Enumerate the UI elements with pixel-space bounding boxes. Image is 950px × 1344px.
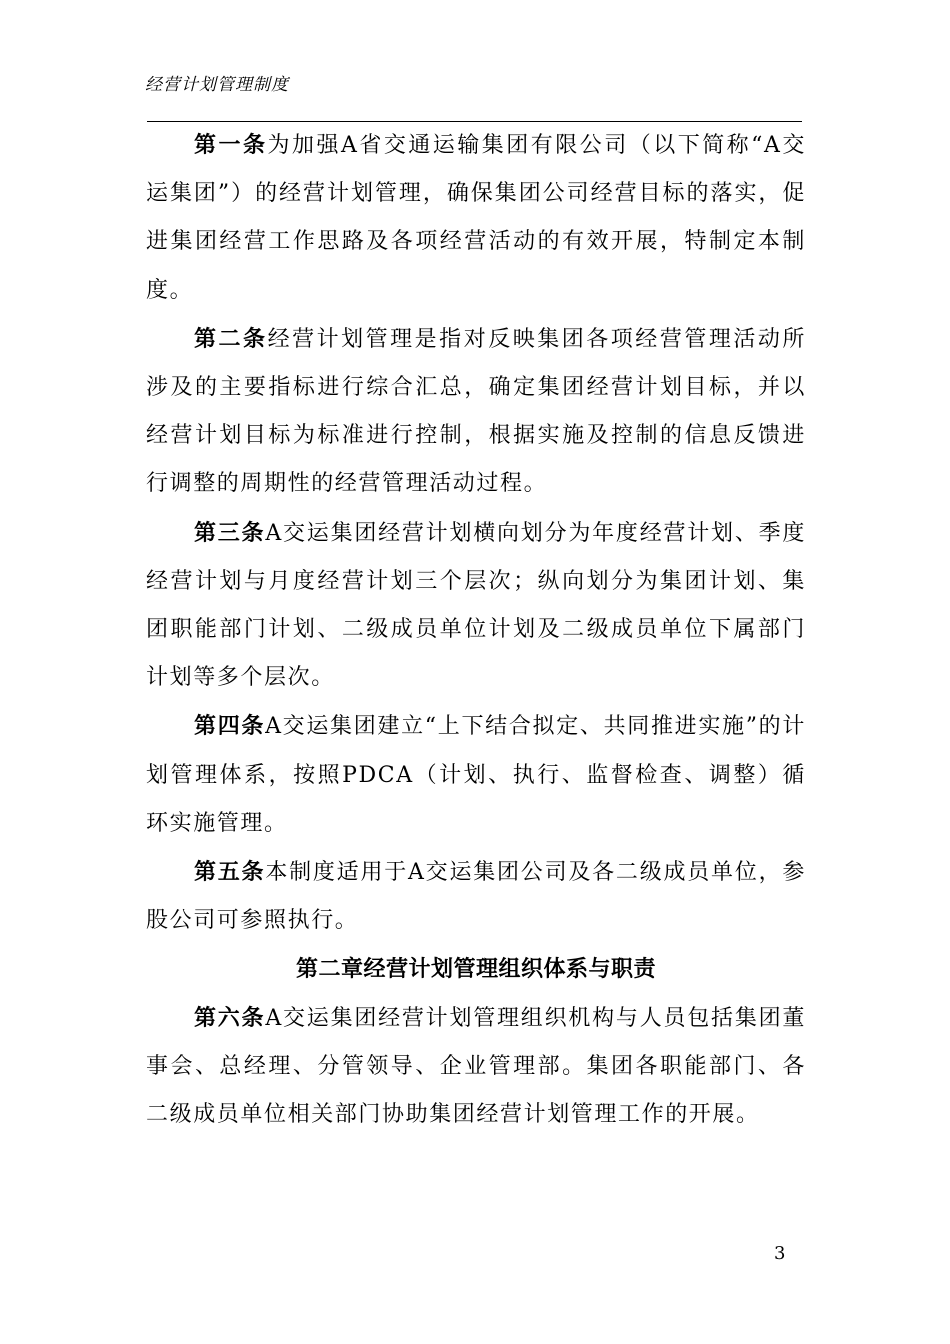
article-1-text: 为加强A省交通运输集团有限公司（以下简称“A交运集团”）的经营计划管理，确保集团公司经营目标的落实，促进集团经营工作思路及各项经营活动的有效开展，特制定本制度。 — [146, 133, 806, 303]
article-6-text: A交运集团经营计划管理组织机构与人员包括集团董事会、总经理、分管领导、企业管理部。集团各职能部门、各二级成员单位相关部门协助集团经营计划管理工作的开展。 — [146, 1005, 806, 1128]
article-4-text: A交运集团建立“上下结合拟定、共同推进实施”的计划管理体系，按照PDCA（计划、执行、监督检查、调整）循环实施管理。 — [146, 714, 806, 836]
article-2-label: 第二条 — [194, 325, 268, 352]
chapter-2-heading: 第二章经营计划管理组织体系与职责 — [295, 956, 656, 983]
article-3 — [146, 509, 806, 703]
page-header-title: 经营计划管理制度 — [145, 75, 289, 95]
article-1 — [146, 121, 806, 315]
article-3-text: A交运集团经营计划横向划分为年度经营计划、季度经营计划与月度经营计划三个层次；纵向划分为集团计划、集团职能部门计划、二级成员单位计划及二级成员单位下属部门计划等多个层次。 — [146, 520, 806, 691]
article-6-label: 第六条 — [194, 1004, 266, 1031]
article-3-label: 第三条 — [194, 519, 266, 546]
article-5 — [146, 848, 806, 945]
article-4-label: 第四条 — [194, 713, 266, 740]
article-1-label: 第一条 — [194, 132, 268, 158]
article-2-text: 经营计划管理是指对反映集团各项经营管理活动所涉及的主要指标进行综合汇总，确定集团经营计划目标，并以经营计划目标为标准进行控制，根据实施及控制的信息反馈进行调整的周期性的经营管理活动过程。 — [146, 326, 807, 497]
article-5-text: 本制度适用于A交运集团公司及各二级成员单位，参股公司可参照执行。 — [146, 860, 806, 934]
page-number: 3 — [774, 1243, 786, 1264]
document-body — [146, 121, 806, 1139]
article-2 — [146, 315, 806, 509]
article-6 — [146, 994, 806, 1140]
article-4 — [146, 702, 806, 848]
article-5-label: 第五条 — [194, 859, 266, 886]
